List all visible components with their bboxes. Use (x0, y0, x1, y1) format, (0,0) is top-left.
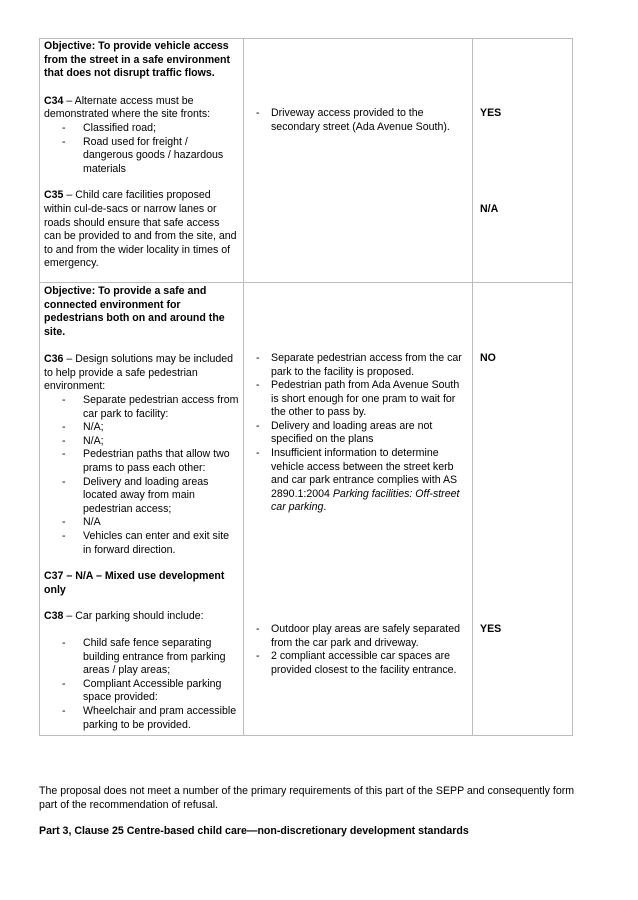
objective-vehicle-access: Objective: To provide vehicle access from the street in a safe environment that does not disrupt traffic flows. (44, 40, 231, 80)
control-text: – Alternate access must be demonstrated where the site fronts: (44, 94, 211, 121)
list-item: - N/A (62, 516, 239, 530)
control-text: – Child care facilities proposed within cul-de-sacs or narrow lanes or roads should ensure that safe access can be provided to and from the site, and to and from the wider locality in times of emergency. (44, 189, 237, 270)
comment-item: - Pedestrian path from Ada Avenue South is short enough for one pram to wait for the other to pass by. (256, 379, 468, 420)
control-text: – Car parking should include: (63, 610, 204, 623)
list-item: - N/A; (62, 421, 239, 435)
status-cell (473, 282, 573, 735)
c36-comment-list (248, 352, 468, 515)
control-c38 (44, 610, 239, 624)
controls-cell (40, 282, 244, 735)
status-c35: N/A (480, 202, 499, 215)
comments-cell (244, 39, 473, 283)
control-c36 (44, 353, 239, 394)
list-item: - Compliant Accessible parking space provided: (62, 678, 239, 705)
list-item: - Classified road; (62, 122, 239, 136)
conclusion-paragraph: The proposal does not meet a number of the primary requirements of this part of the SEPP and consequently form part of the recommendation of refusal. (39, 785, 575, 811)
list-item: - Child safe fence separating building entrance from parking areas / play areas; (62, 637, 239, 678)
list-item: - Road used for freight / dangerous goods / hazardous materials (62, 136, 239, 177)
control-code: C38 (44, 610, 64, 623)
c36-requirement-list (44, 394, 239, 557)
status-c36: NO (480, 351, 496, 364)
control-c34 (44, 95, 239, 122)
comment-item: - Separate pedestrian access from the car park to the facility is proposed. (256, 352, 468, 379)
table-row-pedestrian (40, 282, 573, 735)
table-row-vehicle-access (40, 39, 573, 283)
list-item: - N/A; (62, 435, 239, 449)
control-code: C34 (44, 94, 64, 107)
list-item: - Vehicles can enter and exit site in forward direction. (62, 530, 239, 557)
compliance-table (39, 38, 573, 736)
comments-cell (244, 282, 473, 735)
status-cell (473, 39, 573, 283)
standard-title: Parking facilities: Off-street car parking (271, 487, 460, 514)
section-heading: Part 3, Clause 25 Centre-based child care—non-discretionary development standards (39, 825, 469, 837)
list-item: - Separate pedestrian access from car park to facility: (62, 394, 239, 421)
list-item: - Delivery and loading areas located away from main pedestrian access; (62, 476, 239, 517)
control-code: C35 (44, 189, 64, 202)
control-c37: C37 – N/A – Mixed use development only (44, 570, 225, 596)
list-item: - Pedestrian paths that allow two prams to pass each other: (62, 448, 239, 475)
control-code: C36 (44, 353, 64, 366)
list-item: - Wheelchair and pram accessible parking to be provided. (62, 705, 239, 732)
c34-comment-list (248, 107, 468, 134)
comment-item: - Delivery and loading areas are not specified on the plans (256, 420, 468, 447)
comment-item: - Driveway access provided to the secondary street (Ada Avenue South). (256, 107, 468, 134)
comment-end: . (323, 501, 327, 514)
c34-requirement-list (44, 122, 239, 176)
objective-pedestrian: Objective: To provide a safe and connected environment for pedestrians both on and around the site. (44, 284, 225, 338)
c38-comment-list (248, 623, 468, 677)
comment-item: - 2 compliant accessible car spaces are provided closest to the facility entrance. (256, 650, 468, 677)
comment-item (256, 447, 468, 515)
controls-cell (40, 39, 244, 283)
comment-text: Insufficient information to determine vehicle access between the street kerb and car park entrance complies with AS 2890.1:2004 (271, 447, 458, 500)
control-c35 (44, 189, 239, 271)
status-c38: YES (480, 622, 502, 635)
comment-item: - Outdoor play areas are safely separated from the car park and driveway. (256, 623, 468, 650)
c38-requirement-list (44, 637, 239, 732)
control-text: – Design solutions may be included to help provide a safe pedestrian environment: (44, 353, 234, 393)
status-c34: YES (480, 107, 502, 119)
